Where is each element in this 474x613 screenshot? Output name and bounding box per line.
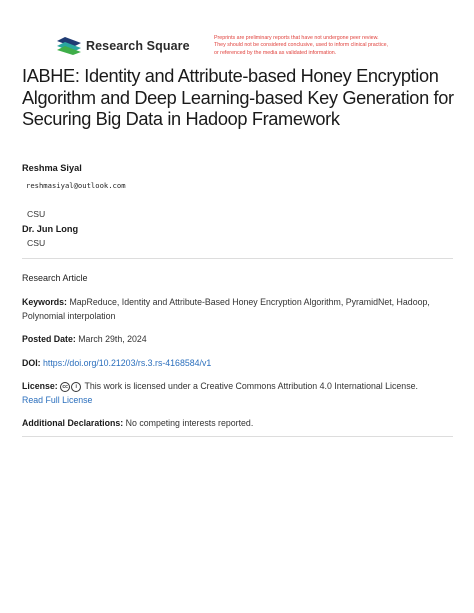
paper-title: IABHE: Identity and Attribute-based Honey Encryption Algorithm and Deep Learning-based Key Generation for Securing Big Data in Hadoop Framework	[22, 66, 454, 130]
author-name: Dr. Jun Long	[22, 224, 79, 234]
header	[0, 0, 474, 60]
research-square-logo[interactable]	[57, 37, 190, 55]
read-full-license-link[interactable]: Read Full License	[22, 395, 93, 405]
preprint-disclaimer	[214, 35, 434, 57]
doi-link[interactable]: https://doi.org/10.21203/rs.3.rs-4168584/v1	[43, 358, 212, 368]
declarations-label: Additional Declarations:	[22, 418, 124, 428]
author-affiliation: CSU	[27, 238, 46, 248]
divider	[22, 258, 453, 259]
doi-label: DOI:	[22, 358, 41, 368]
disclaimer-line: They should not be considered conclusive, used to inform clinical practice,	[214, 42, 389, 49]
posted-date-value: March 29th, 2024	[78, 334, 147, 344]
license-label: License:	[22, 381, 58, 391]
declarations-value: No competing interests reported.	[125, 418, 254, 428]
keywords-value: MapReduce, Identity and Attribute-Based Honey Encryption Algorithm, PyramidNet, Hadoop, Polynomial interpolation	[22, 297, 430, 321]
keywords	[22, 295, 452, 323]
disclaimer-line: or referenced by the media as validated information.	[214, 49, 337, 56]
keywords-label: Keywords:	[22, 297, 67, 307]
creative-commons-icon: cc	[60, 382, 70, 392]
doi	[22, 356, 452, 370]
posted-date	[22, 332, 452, 346]
posted-date-label: Posted Date:	[22, 334, 76, 344]
license	[22, 379, 452, 407]
author-affiliation: CSU	[27, 209, 46, 219]
research-square-logo-icon	[57, 37, 81, 55]
additional-declarations	[22, 416, 452, 430]
logo-text: Research Square	[86, 39, 190, 53]
disclaimer-line: Preprints are preliminary reports that have not undergone peer review.	[214, 35, 379, 41]
author-email[interactable]: reshmasiyal@outlook.com	[26, 181, 126, 190]
license-text: This work is licensed under a Creative Commons Attribution 4.0 International License.	[84, 381, 418, 391]
attribution-icon: i	[71, 382, 81, 392]
divider	[22, 436, 453, 437]
author-name: Reshma Siyal	[22, 163, 82, 173]
article-type: Research Article	[22, 273, 88, 283]
